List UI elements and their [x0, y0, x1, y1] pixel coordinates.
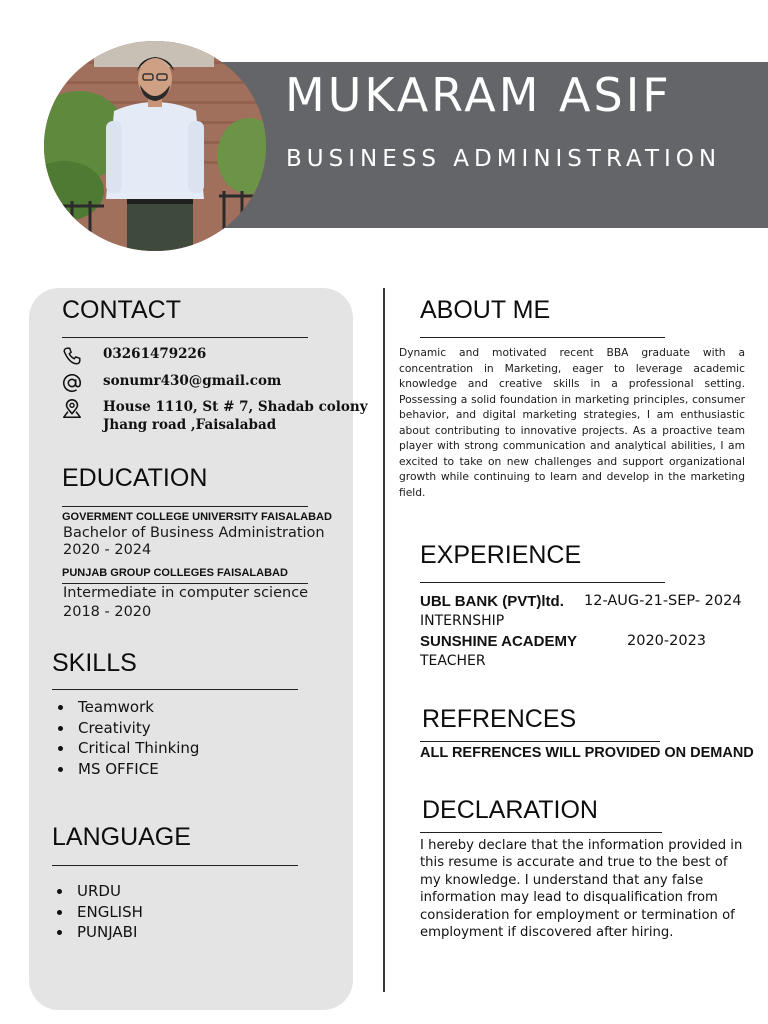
contact-address-line1: House 1110, St # 7, Shadab colony: [103, 399, 368, 415]
references-note: ALL REFRENCES WILL PROVIDED ON DEMAND: [420, 745, 754, 761]
contact-rule: [62, 337, 308, 338]
language-item: PUNJABI: [51, 922, 143, 943]
contact-heading: CONTACT: [62, 296, 181, 324]
experience-dates: 12-AUG-21-SEP- 2024: [584, 593, 742, 609]
experience-org: SUNSHINE ACADEMY: [420, 633, 577, 650]
language-rule: [52, 865, 298, 866]
contact-email-row: [61, 372, 281, 394]
education-degree: Bachelor of Business Administration: [63, 525, 325, 541]
declaration-text: I hereby declare that the information provided in this resume is accurate and true to the best of my knowledge. I understand that any false information may lead to disqualification from consideration for employment or termination of employment if discovered after hiring.: [420, 838, 743, 941]
language-heading: LANGUAGE: [52, 823, 191, 851]
candidate-name: MUKARAM ASIF: [285, 68, 672, 122]
skill-item: Creativity: [52, 718, 199, 739]
language-item: URDU: [51, 881, 143, 902]
phone-icon: [61, 345, 83, 367]
declaration-heading: DECLARATION: [422, 796, 598, 824]
language-list: [51, 881, 143, 943]
references-rule: [420, 741, 660, 742]
education-rule-secondary: [62, 583, 308, 584]
references-heading: REFRENCES: [422, 705, 577, 733]
education-years: 2018 - 2020: [63, 604, 152, 620]
skill-item: MS OFFICE: [52, 759, 199, 780]
education-years: 2020 - 2024: [63, 542, 152, 558]
skills-rule: [52, 689, 298, 690]
experience-org: UBL BANK (PVT)ltd.: [420, 593, 564, 610]
about-rule: [420, 337, 665, 338]
profile-photo: [44, 41, 266, 251]
education-institution: GOVERMENT COLLEGE UNIVERSITY FAISALABAD: [62, 511, 332, 523]
contact-address-line2: Jhang road ,Faisalabad: [103, 417, 277, 433]
contact-phone-row: [61, 345, 206, 367]
experience-dates: 2020-2023: [627, 633, 707, 649]
education-degree: Intermediate in computer science: [63, 585, 309, 601]
at-sign-icon: [61, 372, 83, 394]
skill-item: Critical Thinking: [52, 738, 199, 759]
candidate-title: BUSINESS ADMINISTRATION: [286, 146, 722, 172]
education-heading: EDUCATION: [62, 464, 208, 492]
skill-item: Teamwork: [52, 697, 199, 718]
contact-phone[interactable]: 03261479226: [103, 346, 207, 362]
declaration-rule: [420, 832, 662, 833]
about-text: Dynamic and motivated recent BBA graduate with a concentration in Marketing, eager to leverage academic knowledge and creative skills in a professional setting. Possessing a solid foundation in marketing principles, consumer behavior, and digital marketing strategies, I am enthusiastic about contributing to innovative projects. As a proactive team player with strong communication and analytical abilities, I am excited to take on new challenges and support organizational growth while continuing to learn and develop in the marketing field.: [399, 346, 745, 499]
skills-heading: SKILLS: [52, 649, 137, 677]
skills-list: [52, 697, 199, 779]
contact-address-row: [61, 398, 368, 434]
contact-email[interactable]: sonumr430@gmail.com: [103, 373, 282, 389]
experience-heading: EXPERIENCE: [420, 541, 582, 569]
about-heading: ABOUT ME: [420, 296, 551, 324]
education-rule: [62, 506, 308, 507]
location-pin-icon: [61, 398, 83, 420]
experience-role: TEACHER: [420, 653, 486, 669]
experience-rule: [420, 582, 665, 583]
language-item: ENGLISH: [51, 902, 143, 923]
education-institution: PUNJAB GROUP COLLEGES FAISALABAD: [62, 567, 288, 579]
column-divider: [383, 288, 385, 992]
experience-role: INTERNSHIP: [420, 613, 505, 629]
